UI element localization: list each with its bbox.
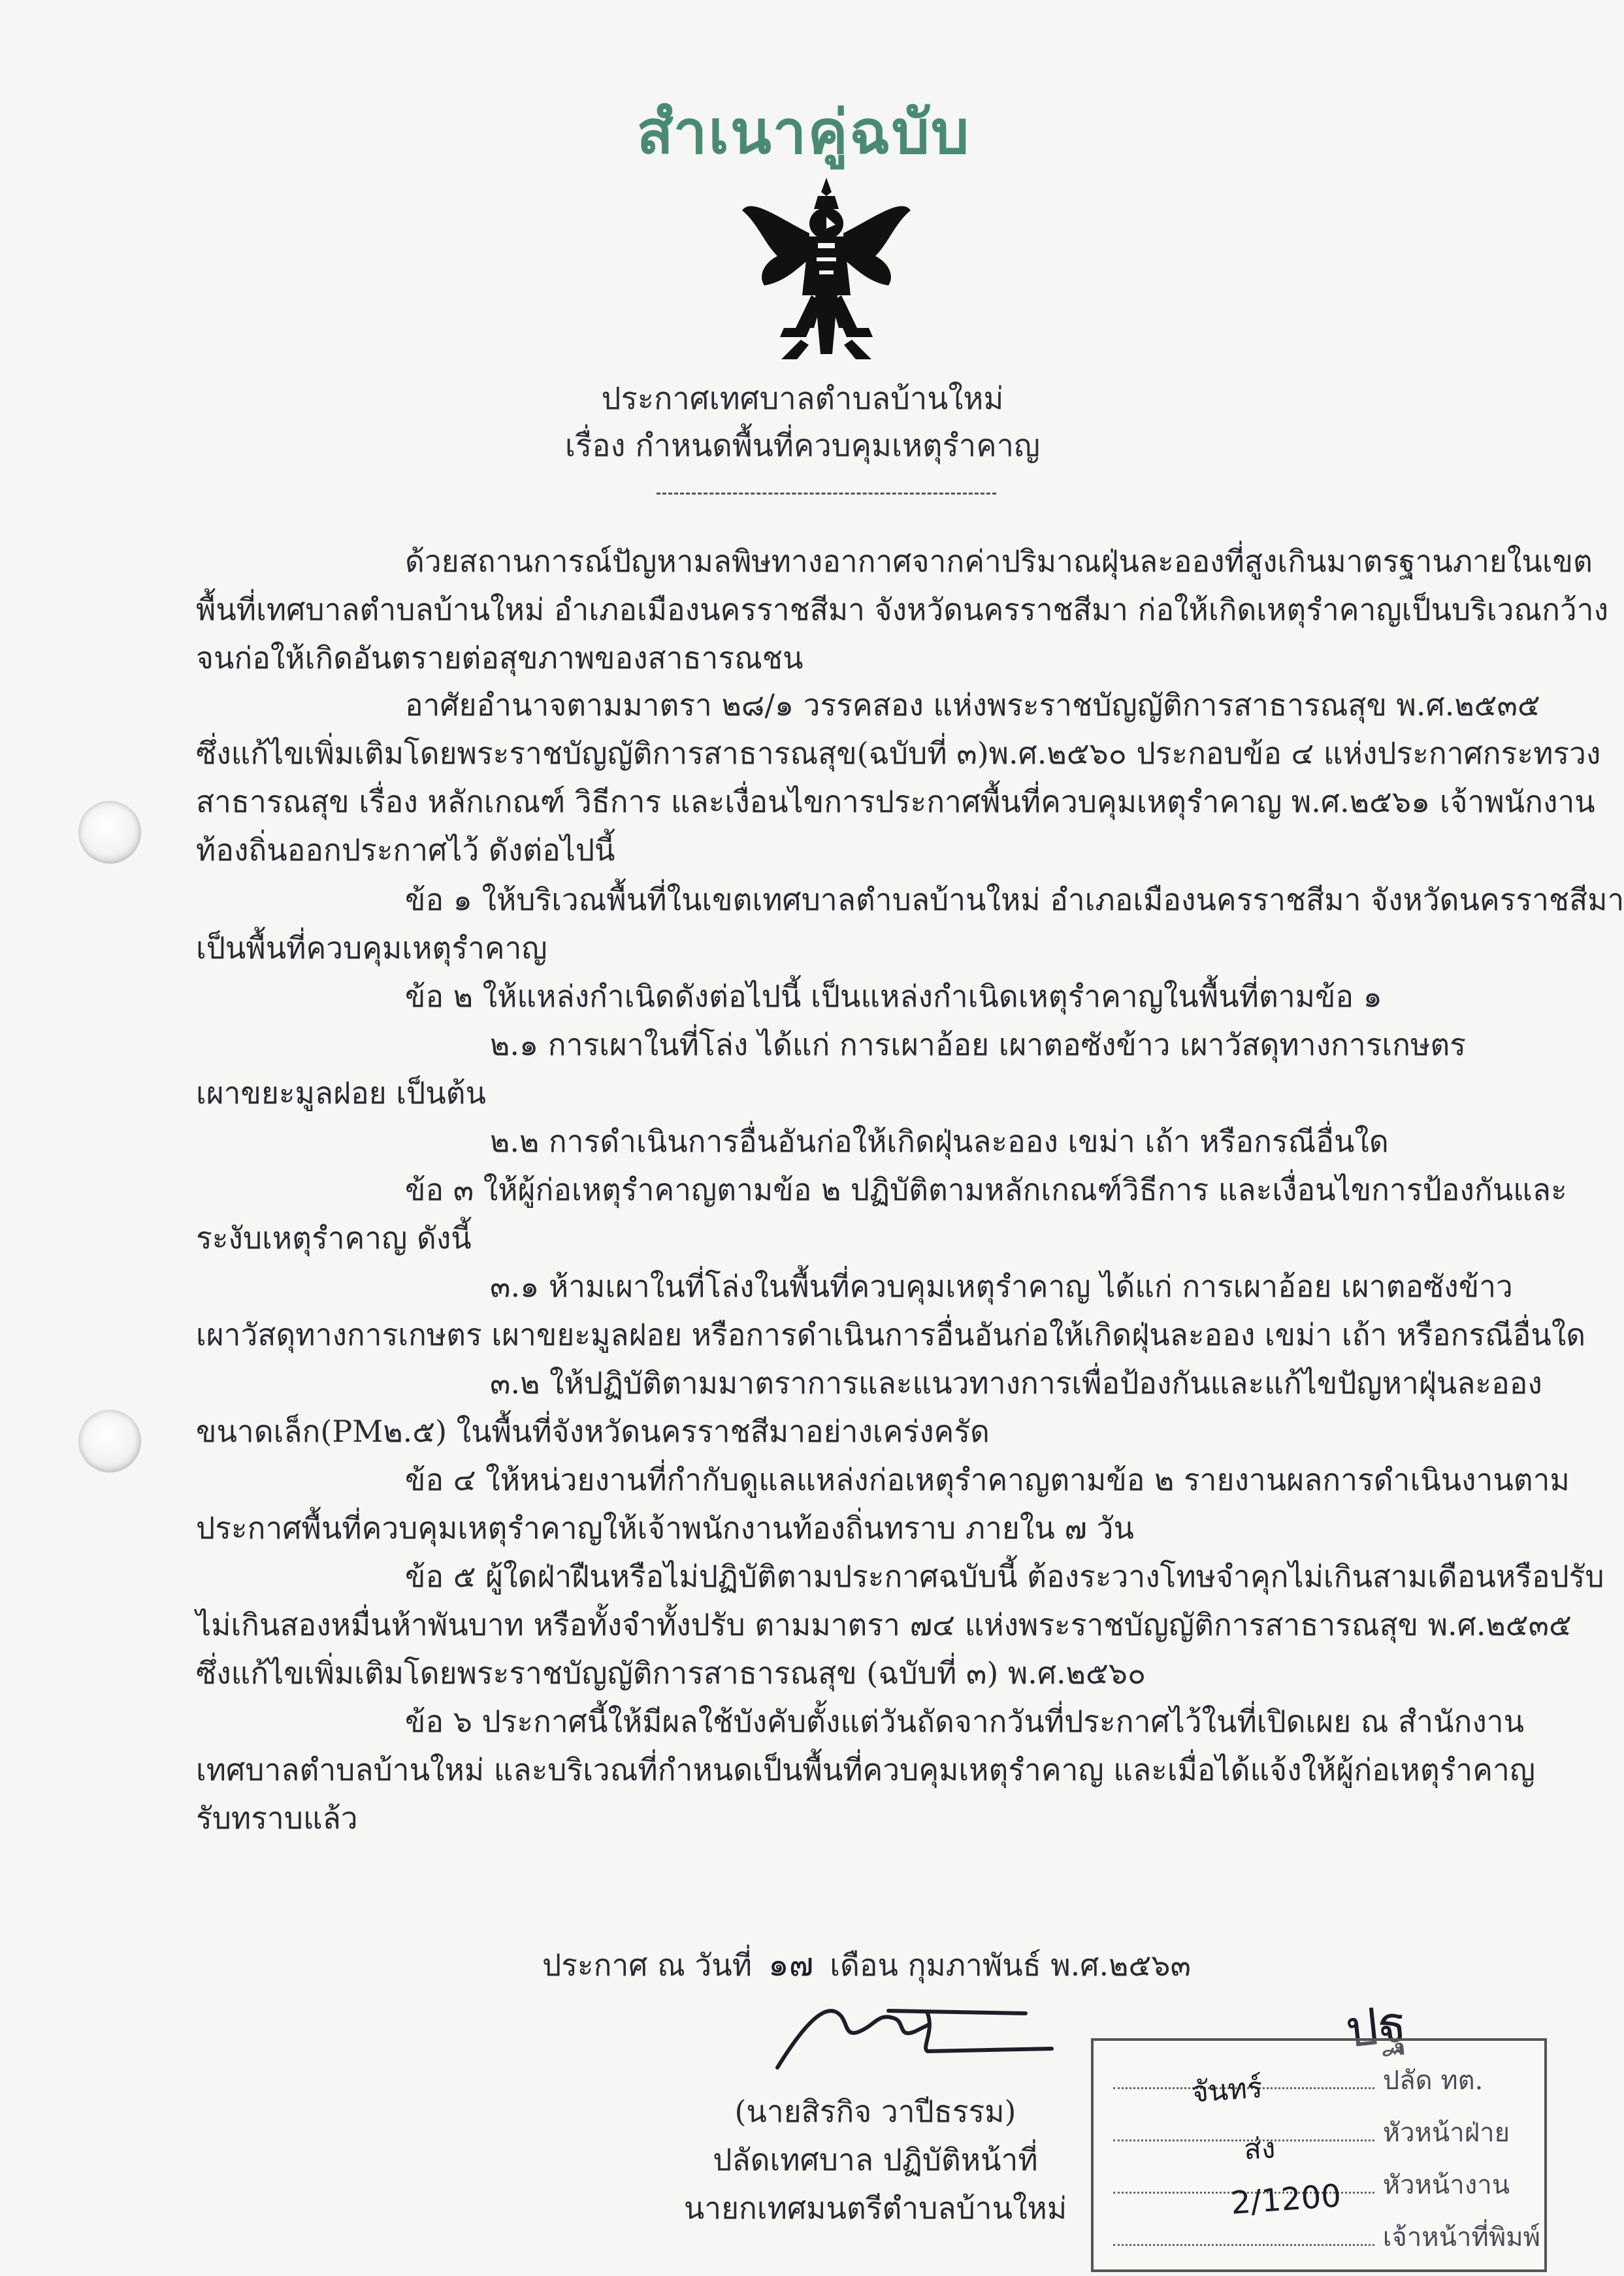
text-line: ระงับเหตุรำคาญ ดังนี้ xyxy=(196,1220,472,1256)
text-line: รับทราบแล้ว xyxy=(196,1800,358,1836)
routing-label: หัวหน้าฝ่าย xyxy=(1382,2118,1510,2148)
text-line: ขนาดเล็ก(PM๒.๕) ในพื้นที่จังหวัดนครราชสีมาอย่างเคร่งครัด xyxy=(196,1414,990,1449)
routing-label: หัวหน้างาน xyxy=(1382,2170,1510,2200)
date-prefix: ประกาศ ณ วันที่ xyxy=(542,1947,753,1983)
signer-acting-for: นายกเทศมนตรีตำบลบ้านใหม่ xyxy=(683,2190,1067,2226)
routing-stamp-box xyxy=(1091,2038,1547,2272)
announcement-date xyxy=(542,1939,1191,1991)
clause-2-2 xyxy=(196,1117,1457,1165)
clause-4 xyxy=(196,1455,1570,1552)
paragraph-authority xyxy=(196,681,1601,874)
text-line: ไม่เกินสองหมื่นห้าพันบาท หรือทั้งจำทั้งปรับ ตามมาตรา ๗๔ แห่งพระราชบัญญัติการสาธารณสุข พ.ศ.๒๕๓๕ xyxy=(196,1607,1572,1642)
text-line: ๒.๑ การเผาในที่โล่ง ได้แก่ การเผาอ้อย เผาตอซังข้าว เผาวัสดุทางการเกษตร xyxy=(490,1027,1466,1062)
clause-3-2 xyxy=(196,1359,1542,1455)
title-divider xyxy=(657,493,996,495)
text-line: ซึ่งแก้ไขเพิ่มเติมโดยพระราชบัญญัติการสาธารณสุข (ฉบับที่ ๓) พ.ศ.๒๕๖๐ xyxy=(196,1655,1146,1691)
routing-row xyxy=(1113,2111,1531,2153)
clause-3 xyxy=(196,1165,1567,1262)
text-line: เผาวัสดุทางการเกษตร เผาขยะมูลฝอย หรือการดำเนินการอื่นอันก่อให้เกิดฝุ่นละออง เขม่า เถ้า หรือกรณีอื่นใด xyxy=(196,1317,1586,1352)
date-month: กุมภาพันธ์ xyxy=(907,1947,1041,1983)
clause-5 xyxy=(196,1552,1604,1697)
text-line: อาศัยอำนาจตามมาตรา ๒๘/๑ วรรคสอง แห่งพระราชบัญญัติการสาธารณสุข พ.ศ.๒๕๓๕ xyxy=(405,687,1540,723)
text-line: ซึ่งแก้ไขเพิ่มเติมโดยพระราชบัญญัติการสาธารณสุข(ฉบับที่ ๓)พ.ศ.๒๕๖๐ ประกอบข้อ ๔ แห่งประกาศกระทรวง xyxy=(196,736,1601,771)
routing-row xyxy=(1113,2059,1531,2101)
handwritten-initials: ปฐ xyxy=(1342,1994,1410,2060)
text-line: ข้อ ๓ ให้ผู้ก่อเหตุรำคาญตามข้อ ๒ ปฏิบัติตามหลักเกณฑ์วิธีการ และเงื่อนไขการป้องกันและ xyxy=(405,1172,1567,1207)
handwritten-note: จันทร์ xyxy=(1190,2071,1264,2109)
clause-2-1 xyxy=(196,1020,1466,1117)
clause-3-1 xyxy=(196,1262,1586,1359)
text-line: ๓.๑ ห้ามเผาในที่โล่งในพื้นที่ควบคุมเหตุรำคาญ ได้แก่ การเผาอ้อย เผาตอซังข้าว xyxy=(490,1269,1513,1304)
routing-row xyxy=(1113,2216,1540,2258)
text-line: พื้นที่เทศบาลตำบลบ้านใหม่ อำเภอเมืองนครราชสีมา จังหวัดนครราชสีมา ก่อให้เกิดเหตุรำคาญเป็นบริเวณกว้าง xyxy=(196,592,1609,627)
text-line: เป็นพื้นที่ควบคุมเหตุรำคาญ xyxy=(196,930,547,966)
text-line: ข้อ ๑ ให้บริเวณพื้นที่ในเขตเทศบาลตำบลบ้านใหม่ อำเภอเมืองนครราชสีมา จังหวัดนครราชสีมา xyxy=(405,882,1624,917)
text-line: สาธารณสุข เรื่อง หลักเกณฑ์ วิธีการ และเงื่อนไขการประกาศพื้นที่ควบคุมเหตุรำคาญ พ.ศ.๒๕๖๑ เจ้าพนักงาน xyxy=(196,784,1595,819)
date-day: ๑๗ xyxy=(768,1945,814,1983)
garuda-emblem-icon xyxy=(738,171,915,367)
announcement-subject: เรื่อง กำหนดพื้นที่ควบคุมเหตุรำคาญ xyxy=(564,428,1041,464)
text-line: ข้อ ๕ ผู้ใดฝ่าฝืนหรือไม่ปฏิบัติตามประกาศฉบับนี้ ต้องระวางโทษจำคุกไม่เกินสามเดือนหรือปรับ xyxy=(405,1559,1604,1594)
clause-6 xyxy=(196,1697,1536,1842)
signature-mark xyxy=(764,1986,1065,2077)
routing-label: ปลัด ทต. xyxy=(1382,2066,1484,2096)
text-line: ๒.๒ การดำเนินการอื่นอันก่อให้เกิดฝุ่นละออง เขม่า เถ้า หรือกรณีอื่นใด xyxy=(490,1124,1389,1159)
text-line: จนก่อให้เกิดอันตรายต่อสุขภาพของสาธารณชน xyxy=(196,640,804,675)
clause-1 xyxy=(196,875,1624,972)
routing-label: เจ้าหน้าที่พิมพ์ xyxy=(1382,2222,1540,2252)
text-line: เผาขยะมูลฝอย เป็นต้น xyxy=(196,1075,486,1111)
text-line: ท้องถิ่นออกประกาศไว้ ดังต่อไปนี้ xyxy=(196,832,615,868)
text-line: ข้อ ๖ ประกาศนี้ให้มีผลใช้บังคับตั้งแต่วันถัดจากวันที่ประกาศไว้ในที่เปิดเผย ณ สำนักงาน xyxy=(405,1704,1525,1739)
date-year: พ.ศ.๒๕๖๓ xyxy=(1050,1947,1191,1983)
paragraph-preamble xyxy=(196,537,1609,682)
punch-hole-bottom xyxy=(78,1410,141,1472)
text-line: ข้อ ๒ ให้แหล่งกำเนิดดังต่อไปนี้ เป็นแหล่งกำเนิดเหตุรำคาญในพื้นที่ตามข้อ ๑ xyxy=(405,979,1382,1014)
text-line: ประกาศพื้นที่ควบคุมเหตุรำคาญให้เจ้าพนักงานท้องถิ่นทราบ ภายใน ๗ วัน xyxy=(196,1510,1134,1546)
handwritten-note: 2/1200 xyxy=(1229,2177,1342,2222)
text-line: ด้วยสถานการณ์ปัญหามลพิษทางอากาศจากค่าปริมาณฝุ่นละอองที่สูงเกินมาตรฐานภายในเขต xyxy=(405,544,1593,579)
copy-stamp: สำเนาคู่ฉบับ xyxy=(636,97,971,167)
date-month-label: เดือน xyxy=(830,1947,898,1983)
punch-hole-top xyxy=(78,801,141,864)
signer-name: (นายสิรกิจ วาปีธรรม) xyxy=(734,2094,1016,2129)
text-line: เทศบาลตำบลบ้านใหม่ และบริเวณที่กำหนดเป็นพื้นที่ควบคุมเหตุรำคาญ และเมื่อได้แจ้งให้ผู้ก่อเหตุรำคาญ xyxy=(196,1752,1536,1787)
handwritten-note: ส่ง xyxy=(1242,2131,1276,2167)
text-line: ๓.๒ ให้ปฏิบัติตามมาตราการและแนวทางการเพื่อป้องกันและแก้ไขปัญหาฝุ่นละออง xyxy=(490,1365,1542,1401)
announcement-title: ประกาศเทศบาลตำบลบ้านใหม่ xyxy=(601,381,1004,417)
signer-position: ปลัดเทศบาล ปฏิบัติหน้าที่ xyxy=(713,2142,1038,2177)
text-line: ข้อ ๔ ให้หน่วยงานที่กำกับดูแลแหล่งก่อเหตุรำคาญตามข้อ ๒ รายงานผลการดำเนินงานตาม xyxy=(405,1462,1570,1497)
clause-2 xyxy=(196,972,1457,1020)
